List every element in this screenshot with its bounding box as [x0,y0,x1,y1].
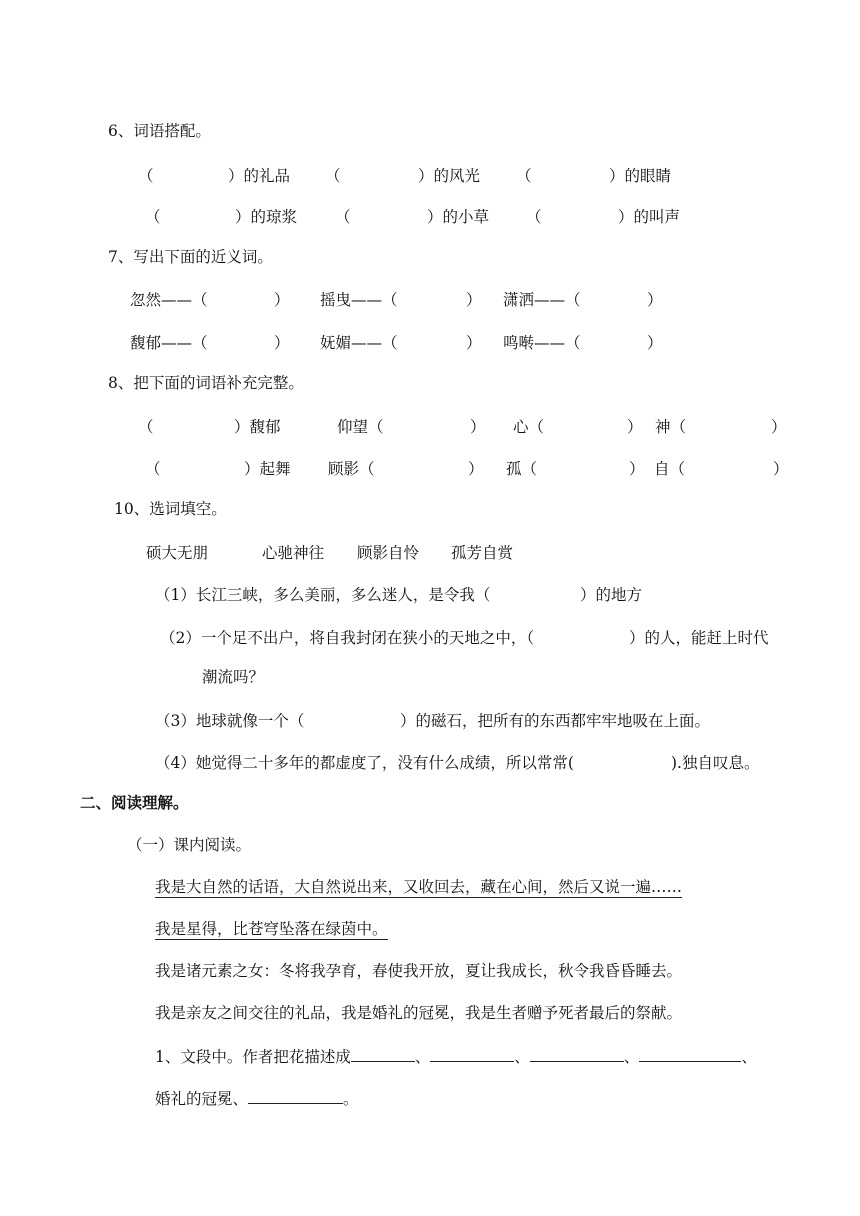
paren-close: ） [274,334,290,352]
option-word: 心驰神往 [262,544,325,562]
synonym-prompt: 摇曳——（ [320,291,398,309]
sentence-text: ）的地方 [580,586,643,604]
word-suffix: ）的眼睛 [609,167,672,185]
word-prefix: 仰望（ [337,418,384,436]
passage-line-underlined: 我是星得，比苍穹坠落在绿茵中。 [155,920,388,938]
paren-close: ） [773,460,789,478]
subsection-heading: （一）课内阅读。 [127,836,252,854]
word-suffix: ）的礼品 [228,167,291,185]
paren-close: ） [629,460,645,478]
answer-blank[interactable] [639,1045,741,1062]
word-prefix: 孤（ [506,460,538,478]
word-suffix: ）的风光 [418,167,481,185]
word-prefix: 顾影（ [328,460,375,478]
paren-close: ） [647,334,663,352]
option-word: 孤芳自赏 [451,544,514,562]
separator: 、 [623,1048,640,1066]
separator: 、 [414,1048,431,1066]
paren-open: （ [526,208,542,226]
synonym-prompt: 潇洒——（ [503,291,581,309]
sentence-text: ）的磁石，把所有的东西都牢牢地吸在上面。 [400,712,711,730]
sentence-text: ）的人，能赶上时代 [629,629,769,647]
sentence-text: （1）长江三峡，多么美丽，多么迷人，是令我（ [155,586,491,604]
paren-close: ） [647,291,663,309]
paren-close: ） [470,418,486,436]
separator: 、 [514,1048,530,1066]
word-suffix: ）的叫声 [618,208,681,226]
answer-blank[interactable] [530,1045,624,1062]
option-word: 顾影自怜 [357,544,420,562]
q7-title: 7、写出下面的近义词。 [108,248,273,266]
word-prefix: 自（ [654,460,686,478]
answer-blank[interactable] [430,1045,514,1062]
synonym-prompt: 忽然——（ [130,291,208,309]
paren-close: ） [274,291,290,309]
separator: 、 [741,1048,757,1066]
answer-blank[interactable] [248,1087,343,1104]
question-text: 1、文段中。作者把花描述成 [155,1048,351,1066]
paren-open: （ [325,167,341,185]
sentence-text: （4）她觉得二十多年的都虚度了，没有什么成绩，所以常常( [155,754,574,772]
paren-open: （ [145,460,161,478]
sentence-text: ).独自叹息。 [671,754,760,772]
paren-open: （ [516,167,532,185]
q10-title: 10、选词填空。 [114,500,227,518]
paren-close: ） [627,418,643,436]
paren-open: （ [138,167,154,185]
section-heading: 二、阅读理解。 [80,793,189,812]
paren-open: （ [335,208,351,226]
q6-title: 6、词语搭配。 [108,122,211,140]
paren-close: ） [771,418,787,436]
paren-close: ） [466,291,482,309]
paren-open: （ [145,208,161,226]
period: 。 [343,1090,359,1108]
synonym-prompt: 妩媚——（ [320,334,398,352]
q10-sentence-2-cont: 潮流吗？ [202,668,265,686]
reading-question-1 [155,1045,757,1067]
word-suffix: ）的小草 [427,208,490,226]
paren-close: ） [466,334,482,352]
sentence-text: （3）地球就像一个（ [155,712,305,730]
word-prefix: 心（ [513,418,545,436]
q8-title: 8、把下面的词语补充完整。 [108,374,304,392]
question-text: 婚礼的冠冕、 [155,1090,249,1108]
passage-line: 我是亲友之间交往的礼品，我是婚礼的冠冕，我是生者赠予死者最后的祭献。 [155,1004,683,1022]
passage-line: 我是诸元素之女：冬将我孕育，春使我开放，夏让我成长，秋令我昏昏睡去。 [155,962,683,980]
synonym-prompt: 馥郁——（ [130,334,208,352]
paren-open: （ [138,418,154,436]
answer-blank[interactable] [351,1045,415,1062]
synonym-prompt: 鸣啭——（ [503,334,581,352]
paren-close: ） [468,460,484,478]
reading-question-1-cont [155,1087,359,1109]
word-suffix: ）起舞 [244,460,291,478]
word-prefix: 神（ [655,418,687,436]
word-suffix: ）馥郁 [234,418,281,436]
option-word: 硕大无朋 [146,544,209,562]
passage-line-underlined: 我是大自然的话语，大自然说出来，又收回去，藏在心间，然后又说一遍…… [155,878,683,896]
word-suffix: ）的琼浆 [235,208,298,226]
sentence-text: （2）一个足不出户，将自我封闭在狭小的天地之中，（ [160,629,535,647]
